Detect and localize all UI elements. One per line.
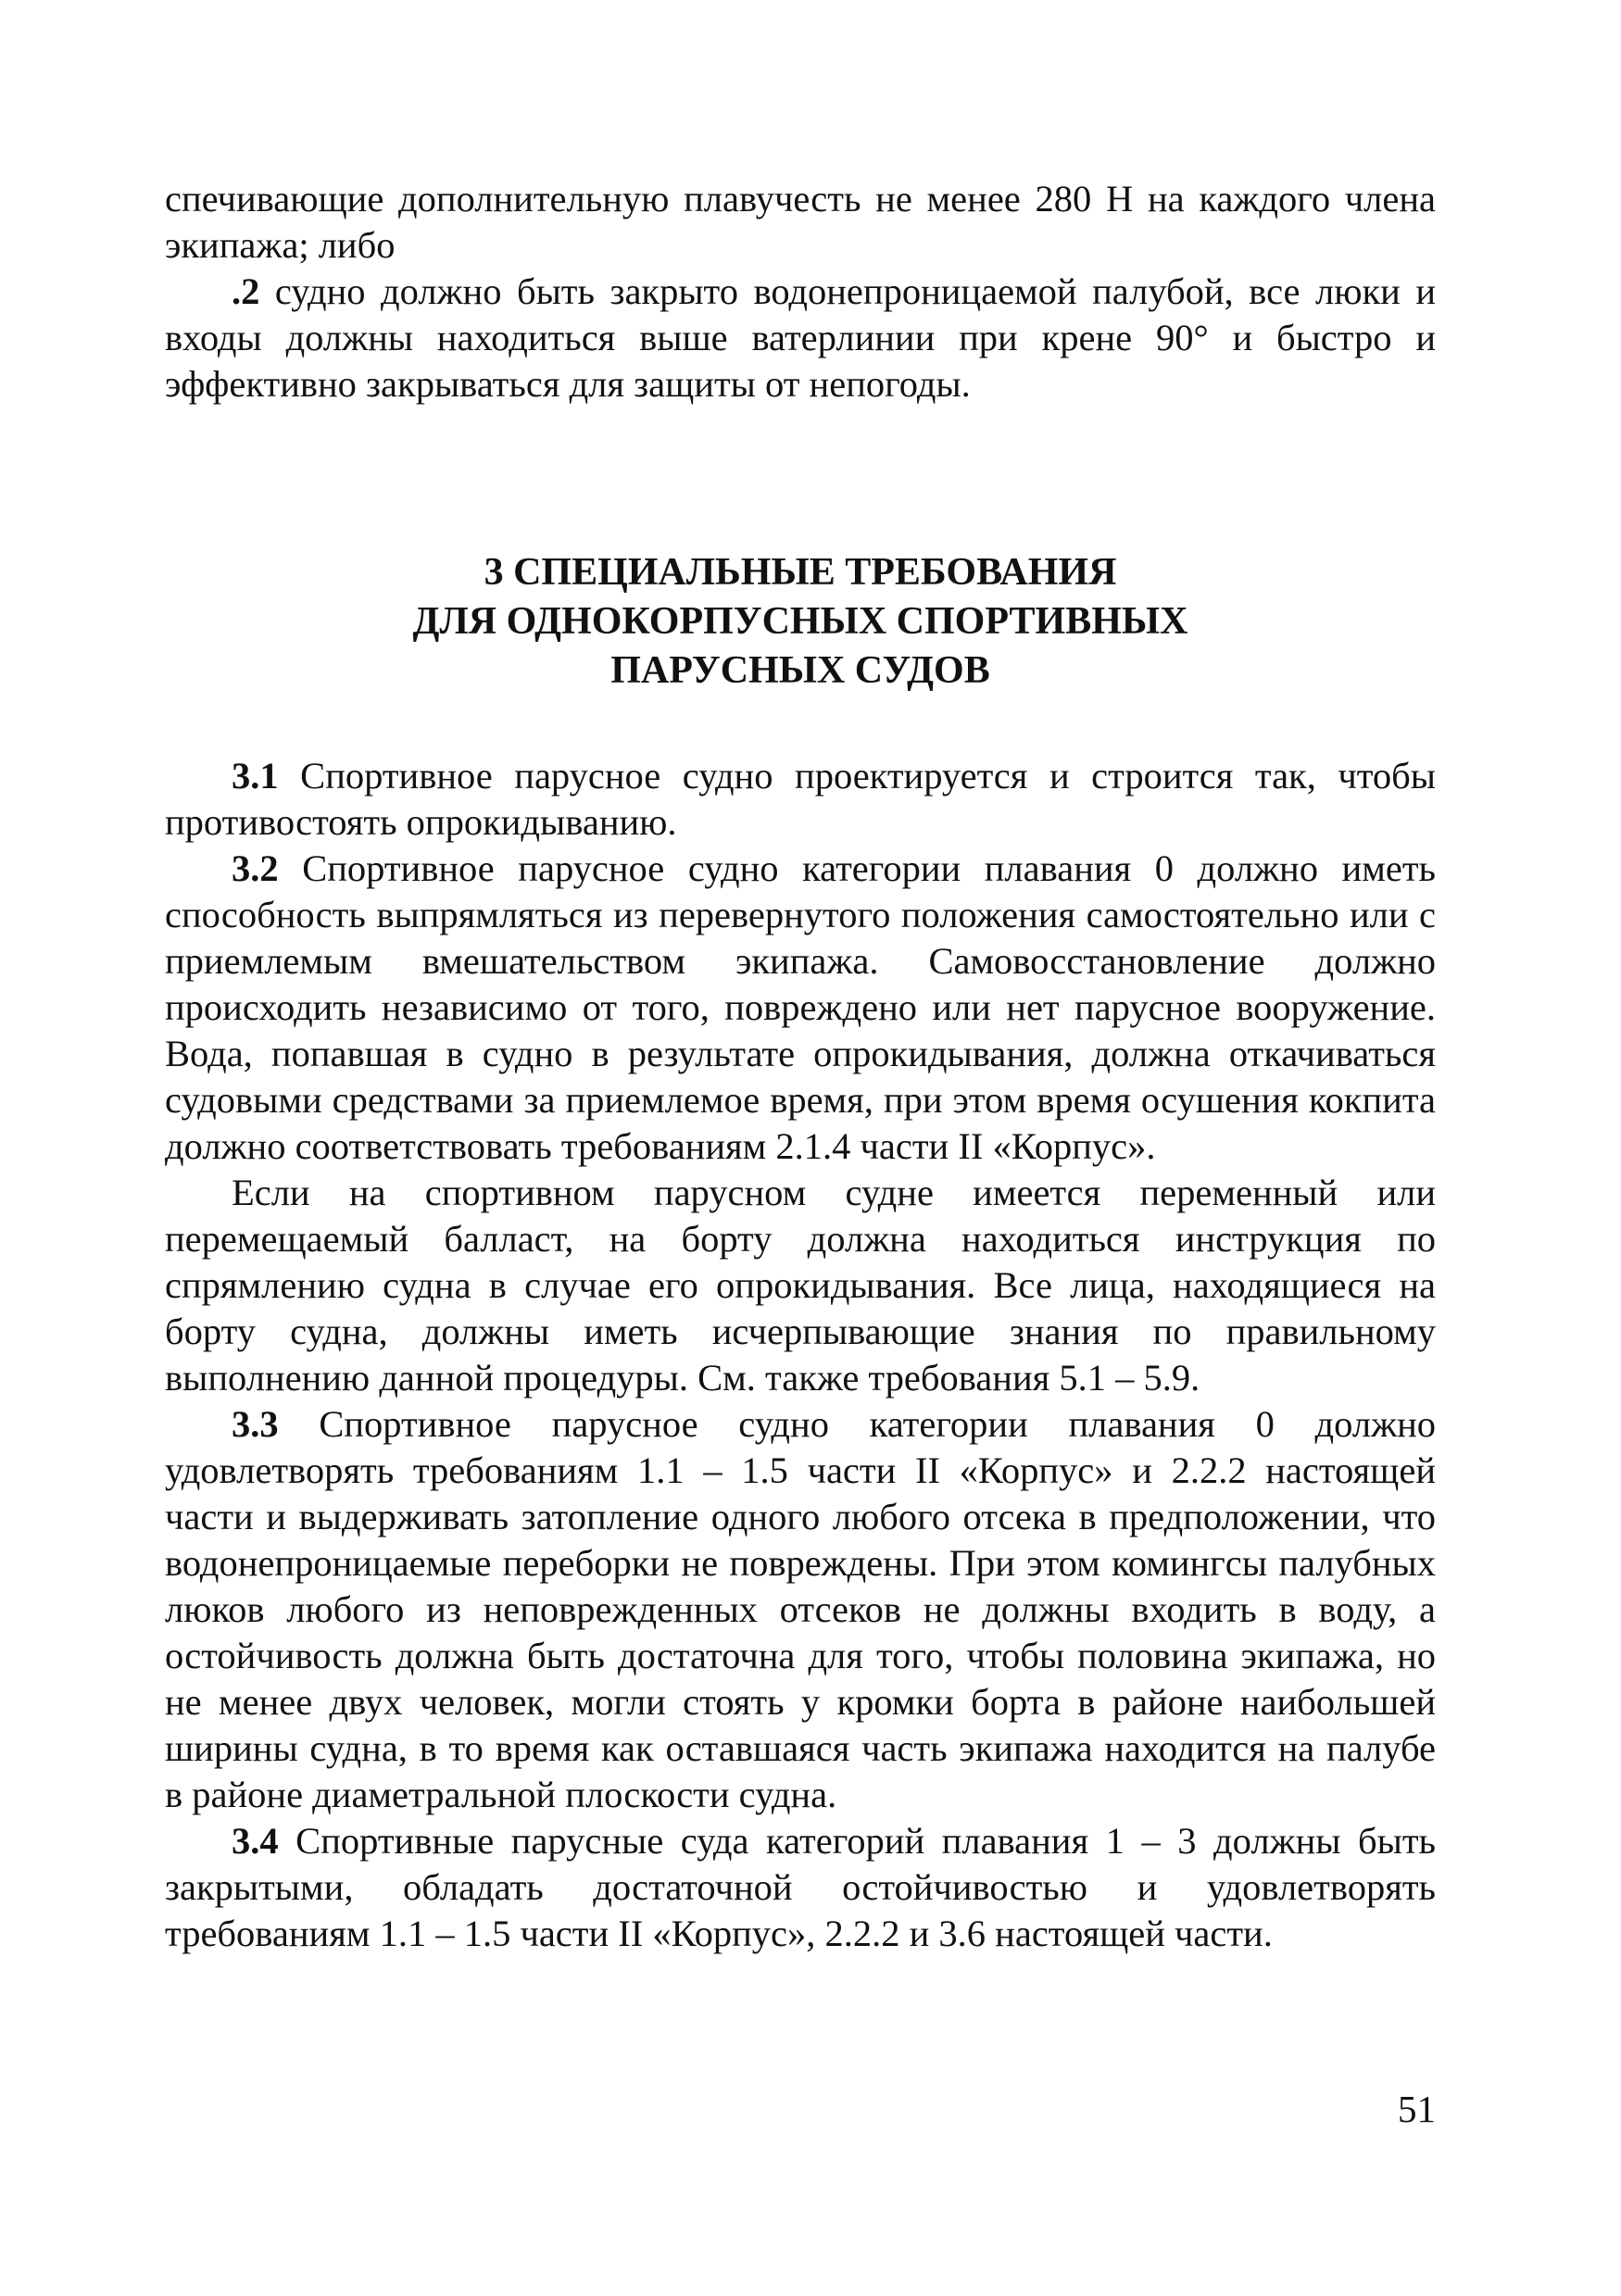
continued-paragraph: [165, 176, 1436, 269]
continued-paragraph-text: спечивающие дополнительную плавучесть не менее 280 Н на каждого члена экипажа; либо: [165, 178, 1436, 266]
paragraph-3-4-text: Спортивные парусные суда категорий плавания 1 – 3 должны быть закрытыми, обладать достаточной остойчивостью и удовлетворять требованиям 1.1 – 1.5 части II «Корпус», 2.2.2 и 3.6 настоящей части.: [165, 1820, 1436, 1954]
paragraph-3-2-text: Спортивное парусное судно категории плавания 0 должно иметь способность выпрямляться из перевернутого положения самостоятельно или с приемлемым вмешательством экипажа. Самовосстановление должно происходить независимо от того, повреждено или нет парусное вооружение. Вода, попавшая в судно в результате опрокидывания, должна откачиваться судовыми средствами за приемлемое время, при этом время осушения кокпита должно соответствовать требованиям 2.1.4 части II «Корпус».: [165, 847, 1436, 1167]
section-title-line-1: 3 СПЕЦИАЛЬНЫЕ ТРЕБОВАНИЯ: [484, 551, 1117, 594]
paragraph-3-2-continued-text: Если на спортивном парусном судне имеется переменный или перемещаемый балласт, на борту должна находиться инструкция по спрямлению судна в случае его опрокидывания. Все лица, находящиеся на борту судна, должны иметь исчерпывающие знания по правильному выполнению данной процедуры. См. также требования 5.1 – 5.9.: [165, 1172, 1436, 1399]
paragraph-3-2-continued: [165, 1170, 1436, 1401]
paragraph-3-1-number: 3.1: [232, 755, 279, 797]
paragraph-3-1-text: Спортивное парусное судно проектируется и строится так, чтобы противостоять опрокидыванию.: [165, 755, 1436, 843]
paragraph-3-4: [165, 1818, 1436, 1957]
paragraph-3-1: [165, 753, 1436, 846]
paragraph-3-2-number: 3.2: [232, 847, 279, 889]
list-item-2: [165, 269, 1436, 408]
document-page: [165, 176, 1436, 1957]
paragraph-3-3-number: 3.3: [232, 1403, 279, 1445]
paragraph-3-3: [165, 1401, 1436, 1818]
page-number: 51: [1398, 2088, 1436, 2130]
list-item-2-number: .2: [232, 270, 260, 312]
section-title-line-2: ДЛЯ ОДНОКОРПУСНЫХ СПОРТИВНЫХ: [412, 600, 1188, 643]
paragraph-3-4-number: 3.4: [232, 1820, 279, 1862]
paragraph-3-2: [165, 846, 1436, 1170]
list-item-2-text: судно должно быть закрыто водонепроницаемой палубой, все люки и входы должны находиться выше ватерлинии при крене 90° и быстро и эффективно закрываться для защиты от непогоды.: [165, 270, 1436, 405]
section-title: [165, 548, 1436, 696]
section-title-line-3: ПАРУСНЫХ СУДОВ: [610, 649, 990, 692]
paragraph-3-3-text: Спортивное парусное судно категории плавания 0 должно удовлетворять требованиям 1.1 – 1.5 части II «Корпус» и 2.2.2 настоящей части и выдерживать затопление одного любого отсека в предположении, что водонепроницаемые переборки не повреждены. При этом комингсы палубных люков любого из неповрежденных отсеков не должны входить в воду, а остойчивость должна быть достаточна для того, чтобы половина экипажа, но не менее двух человек, могли стоять у кромки борта в районе наибольшей ширины судна, в то время как оставшаяся часть экипажа находится на палубе в районе диаметральной плоскости судна.: [165, 1403, 1436, 1815]
